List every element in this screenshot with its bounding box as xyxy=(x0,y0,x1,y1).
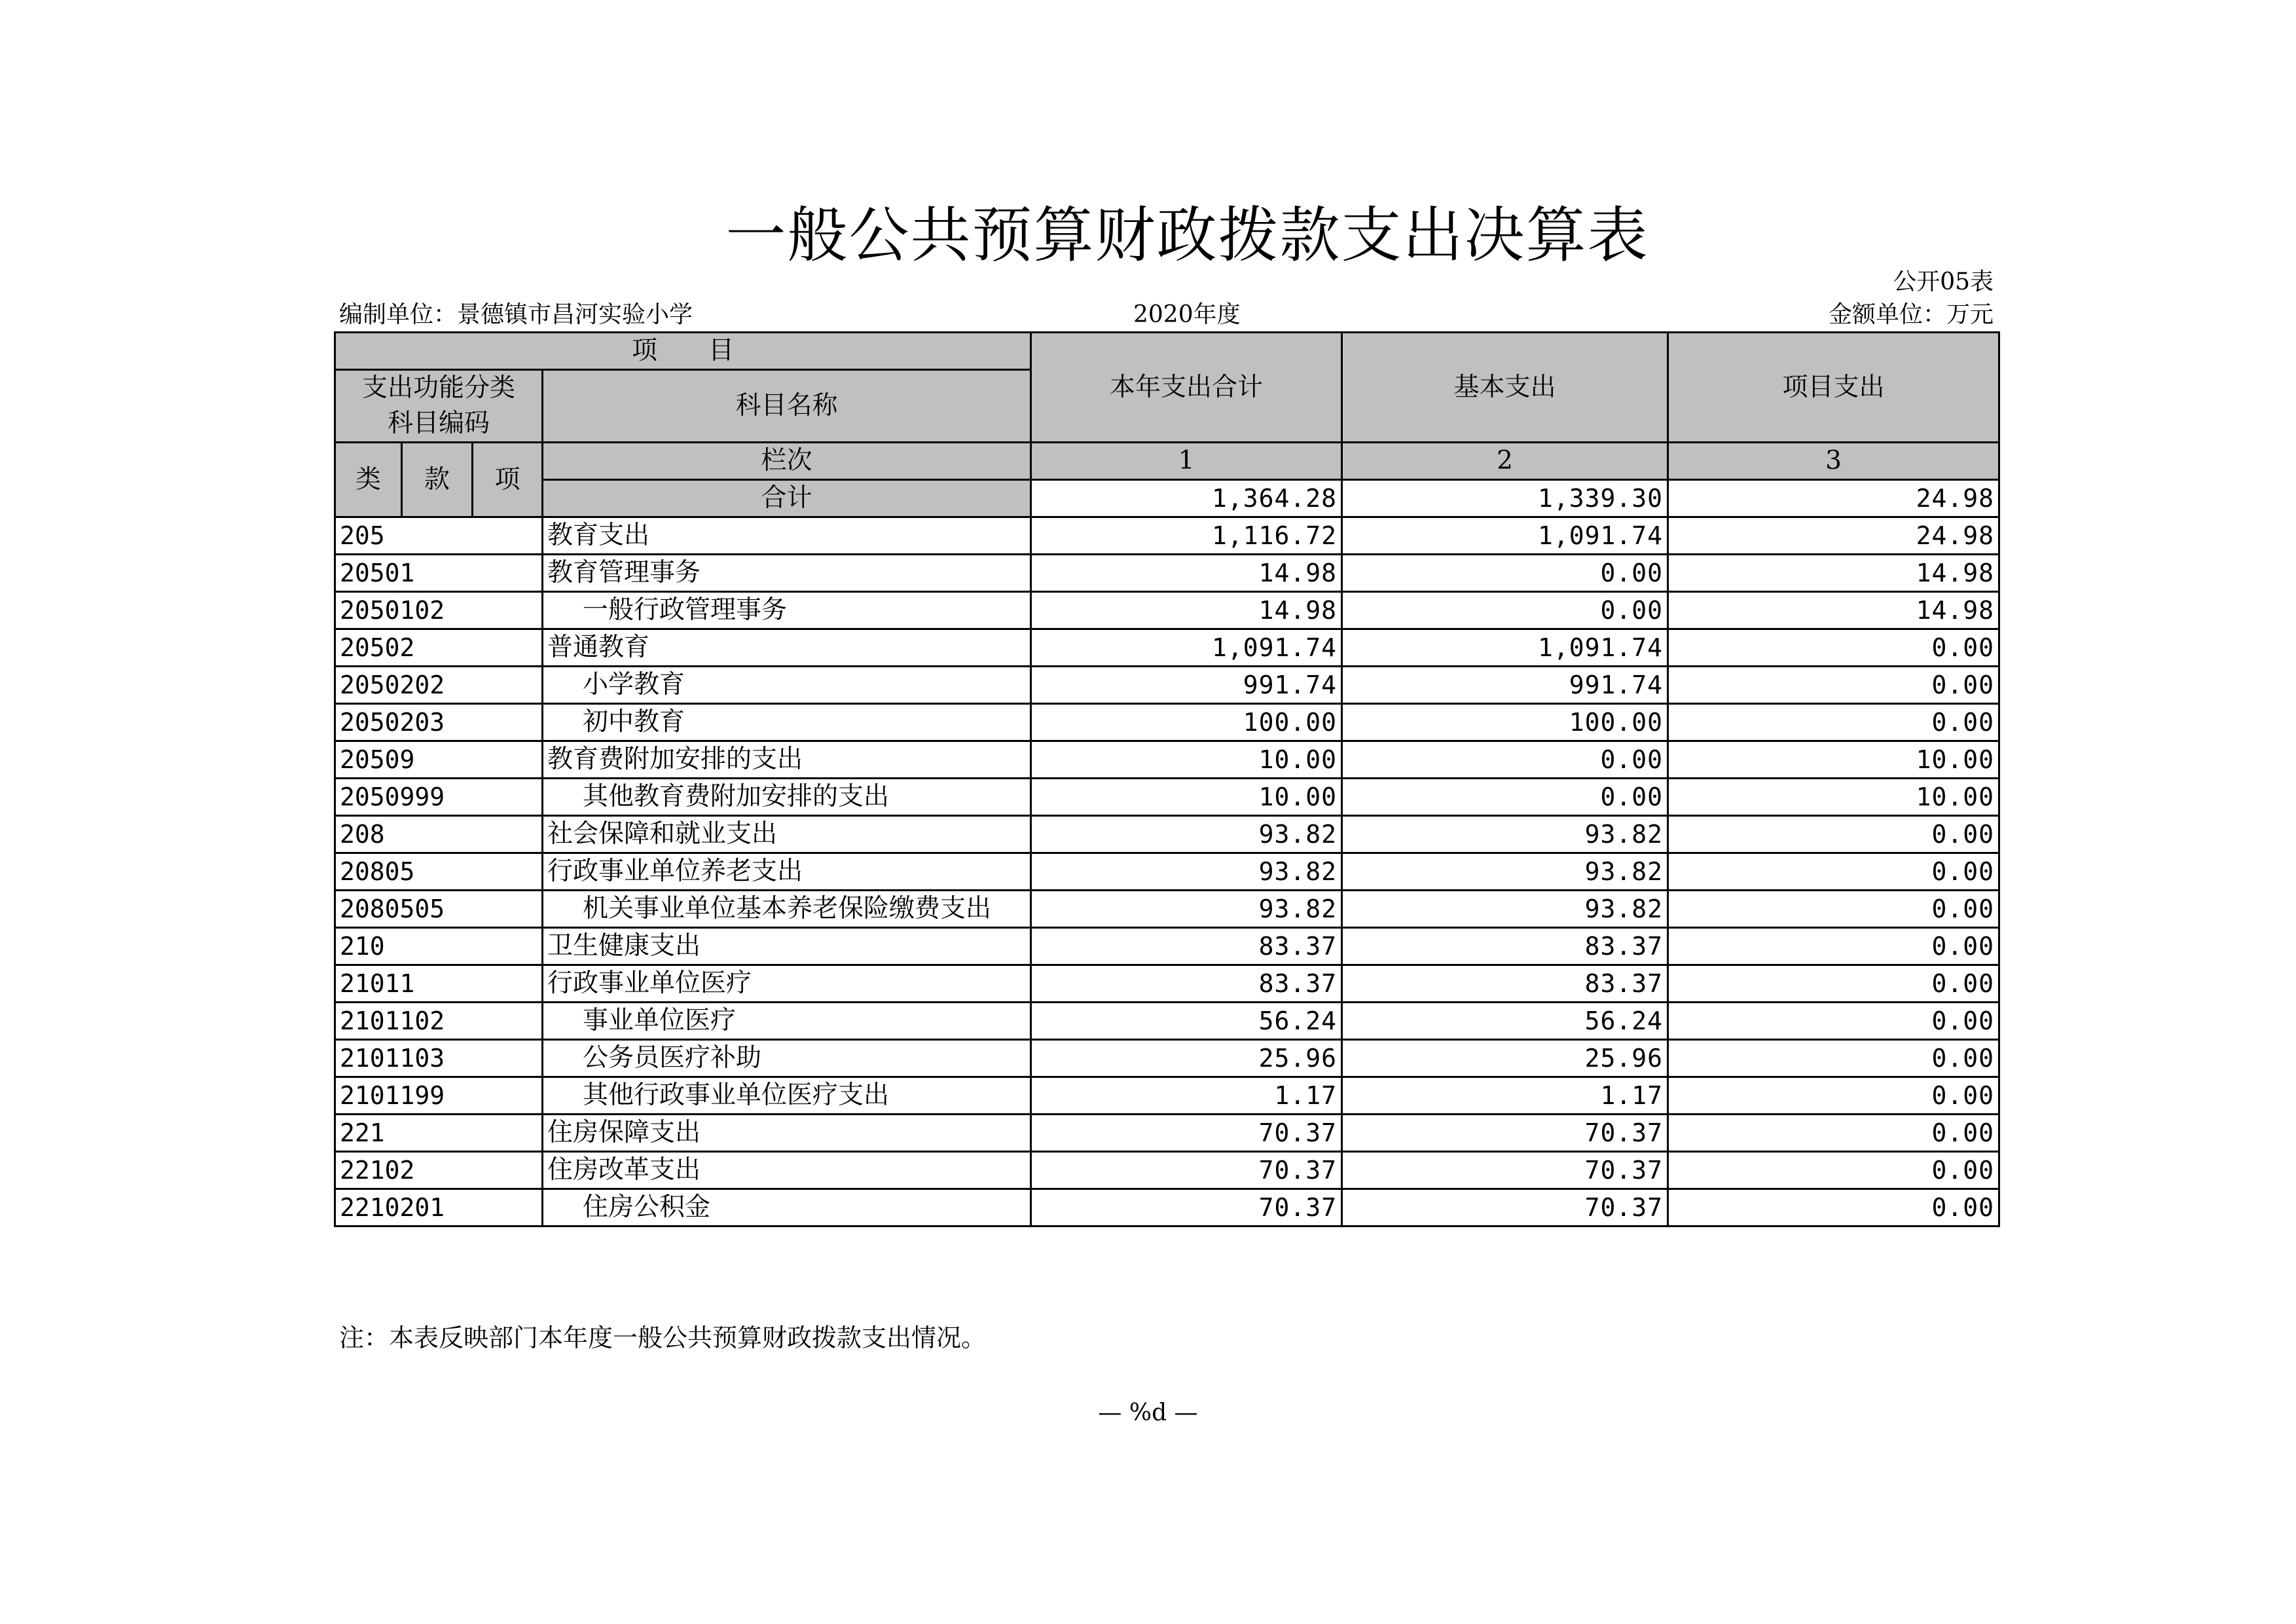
row-project: 10.00 xyxy=(1668,741,1999,779)
header-row-project xyxy=(335,333,1999,370)
row-subject-name: 教育费附加安排的支出 xyxy=(543,741,1031,779)
row-project: 14.98 xyxy=(1668,555,1999,592)
row-basic: 0.00 xyxy=(1342,741,1668,779)
row-basic: 25.96 xyxy=(1342,1040,1668,1077)
row-project: 10.00 xyxy=(1668,779,1999,816)
row-subject-name: 一般行政管理事务 xyxy=(543,592,1031,629)
class-code-line1: 支出功能分类 xyxy=(361,373,515,403)
row-basic: 83.37 xyxy=(1342,928,1668,965)
row-total: 93.82 xyxy=(1031,816,1342,853)
row-total: 25.96 xyxy=(1031,1040,1342,1077)
table-row xyxy=(335,965,1999,1003)
row-total: 70.37 xyxy=(1031,1115,1342,1152)
expenditure-table xyxy=(334,331,2000,1227)
total-project: 24.98 xyxy=(1668,480,1999,517)
row-total: 14.98 xyxy=(1031,555,1342,592)
row-total: 93.82 xyxy=(1031,891,1342,928)
row-total: 10.00 xyxy=(1031,741,1342,779)
row-project: 0.00 xyxy=(1668,891,1999,928)
row-code: 2101103 xyxy=(335,1040,543,1077)
row-subject-name: 初中教育 xyxy=(543,704,1031,741)
row-total: 14.98 xyxy=(1031,592,1342,629)
row-total: 70.37 xyxy=(1031,1152,1342,1189)
row-subject-name: 住房保障支出 xyxy=(543,1115,1031,1152)
row-basic: 0.00 xyxy=(1342,555,1668,592)
row-subject-name: 其他教育费附加安排的支出 xyxy=(543,779,1031,816)
table-row xyxy=(335,891,1999,928)
row-total: 83.37 xyxy=(1031,965,1342,1003)
row-total: 1.17 xyxy=(1031,1077,1342,1115)
table-row xyxy=(335,667,1999,704)
table-row xyxy=(335,741,1999,779)
column-index-2: 2 xyxy=(1342,443,1668,480)
row-subject-name: 公务员医疗补助 xyxy=(543,1040,1031,1077)
row-subject-name: 小学教育 xyxy=(543,667,1031,704)
row-code: 2101102 xyxy=(335,1003,543,1040)
fiscal-year: 2020年度 xyxy=(1133,301,1241,328)
project-header: 项 目 xyxy=(335,333,1031,370)
class-code-line2: 科目编码 xyxy=(387,409,490,438)
row-project: 24.98 xyxy=(1668,517,1999,555)
kuan-header: 款 xyxy=(402,443,473,517)
row-subject-name: 住房改革支出 xyxy=(543,1152,1031,1189)
row-project: 0.00 xyxy=(1668,1040,1999,1077)
subject-name-header: 科目名称 xyxy=(543,370,1031,443)
class-code-header xyxy=(335,370,543,443)
row-code: 221 xyxy=(335,1115,543,1152)
row-code: 208 xyxy=(335,816,543,853)
row-code: 20805 xyxy=(335,853,543,891)
table-row xyxy=(335,704,1999,741)
table-row xyxy=(335,1115,1999,1152)
row-total: 70.37 xyxy=(1031,1189,1342,1227)
row-basic: 991.74 xyxy=(1342,667,1668,704)
row-subject-name: 教育支出 xyxy=(543,517,1031,555)
row-project: 14.98 xyxy=(1668,592,1999,629)
row-basic: 100.00 xyxy=(1342,704,1668,741)
row-code: 2050203 xyxy=(335,704,543,741)
total-sum: 1,364.28 xyxy=(1031,480,1342,517)
basic-column-header: 基本支出 xyxy=(1342,333,1668,443)
table-row xyxy=(335,928,1999,965)
row-code: 2050202 xyxy=(335,667,543,704)
row-basic: 1,091.74 xyxy=(1342,629,1668,667)
table-row xyxy=(335,1040,1999,1077)
row-code: 22102 xyxy=(335,1152,543,1189)
row-project: 0.00 xyxy=(1668,816,1999,853)
money-unit: 金额单位：万元 xyxy=(1828,301,1994,328)
row-basic: 0.00 xyxy=(1342,779,1668,816)
row-total: 10.00 xyxy=(1031,779,1342,816)
row-subject-name: 卫生健康支出 xyxy=(543,928,1031,965)
row-project: 0.00 xyxy=(1668,853,1999,891)
table-row xyxy=(335,816,1999,853)
row-subject-name: 住房公积金 xyxy=(543,1189,1031,1227)
row-total: 93.82 xyxy=(1031,853,1342,891)
row-code: 2101199 xyxy=(335,1077,543,1115)
total-label: 合计 xyxy=(543,480,1031,517)
row-project: 0.00 xyxy=(1668,1115,1999,1152)
row-basic: 83.37 xyxy=(1342,965,1668,1003)
row-project: 0.00 xyxy=(1668,1003,1999,1040)
row-subject-name: 教育管理事务 xyxy=(543,555,1031,592)
row-code: 20501 xyxy=(335,555,543,592)
compiler-unit: 编制单位：景德镇市昌河实验小学 xyxy=(339,301,693,328)
table-row xyxy=(335,629,1999,667)
row-project: 0.00 xyxy=(1668,1077,1999,1115)
row-basic: 70.37 xyxy=(1342,1152,1668,1189)
table-row xyxy=(335,555,1999,592)
row-total: 1,091.74 xyxy=(1031,629,1342,667)
row-subject-name: 社会保障和就业支出 xyxy=(543,816,1031,853)
total-row xyxy=(335,480,1999,517)
row-basic: 56.24 xyxy=(1342,1003,1668,1040)
row-total: 83.37 xyxy=(1031,928,1342,965)
row-basic: 1.17 xyxy=(1342,1077,1668,1115)
row-basic: 93.82 xyxy=(1342,816,1668,853)
row-basic: 70.37 xyxy=(1342,1115,1668,1152)
column-index-3: 3 xyxy=(1668,443,1999,480)
row-code: 2050102 xyxy=(335,592,543,629)
row-basic: 0.00 xyxy=(1342,592,1668,629)
row-subject-name: 事业单位医疗 xyxy=(543,1003,1031,1040)
row-total: 56.24 xyxy=(1031,1003,1342,1040)
table-row xyxy=(335,853,1999,891)
row-basic: 93.82 xyxy=(1342,853,1668,891)
table-row xyxy=(335,592,1999,629)
row-code: 2210201 xyxy=(335,1189,543,1227)
row-project: 0.00 xyxy=(1668,1189,1999,1227)
total-basic: 1,339.30 xyxy=(1342,480,1668,517)
header-row-index xyxy=(335,443,1999,480)
table-row xyxy=(335,1152,1999,1189)
row-subject-name: 行政事业单位养老支出 xyxy=(543,853,1031,891)
column-index-1: 1 xyxy=(1031,443,1342,480)
table-row xyxy=(335,517,1999,555)
xiang-header: 项 xyxy=(473,443,543,517)
row-basic: 1,091.74 xyxy=(1342,517,1668,555)
row-project: 0.00 xyxy=(1668,704,1999,741)
row-project: 0.00 xyxy=(1668,965,1999,1003)
project-column-header: 项目支出 xyxy=(1668,333,1999,443)
form-code: 公开05表 xyxy=(1893,268,1994,295)
row-total: 100.00 xyxy=(1031,704,1342,741)
row-project: 0.00 xyxy=(1668,928,1999,965)
row-subject-name: 行政事业单位医疗 xyxy=(543,965,1031,1003)
row-basic: 70.37 xyxy=(1342,1189,1668,1227)
table-row xyxy=(335,1003,1999,1040)
table-note: 注：本表反映部门本年度一般公共预算财政拨款支出情况。 xyxy=(339,1323,987,1352)
row-subject-name: 机关事业单位基本养老保险缴费支出 xyxy=(543,891,1031,928)
row-code: 2080505 xyxy=(335,891,543,928)
report-title: 一般公共预算财政拨款支出决算表 xyxy=(725,200,1649,270)
row-project: 0.00 xyxy=(1668,667,1999,704)
row-subject-name: 普通教育 xyxy=(543,629,1031,667)
row-code: 210 xyxy=(335,928,543,965)
row-code: 20502 xyxy=(335,629,543,667)
lei-header: 类 xyxy=(335,443,402,517)
table-row xyxy=(335,1077,1999,1115)
row-code: 2050999 xyxy=(335,779,543,816)
row-project: 0.00 xyxy=(1668,1152,1999,1189)
row-code: 20509 xyxy=(335,741,543,779)
table-row xyxy=(335,1189,1999,1227)
row-project: 0.00 xyxy=(1668,629,1999,667)
page-number: — %d — xyxy=(1098,1399,1198,1426)
column-index-label: 栏次 xyxy=(543,443,1031,480)
row-basic: 93.82 xyxy=(1342,891,1668,928)
total-column-header: 本年支出合计 xyxy=(1031,333,1342,443)
row-subject-name: 其他行政事业单位医疗支出 xyxy=(543,1077,1031,1115)
table-row xyxy=(335,779,1999,816)
row-total: 1,116.72 xyxy=(1031,517,1342,555)
row-total: 991.74 xyxy=(1031,667,1342,704)
row-code: 205 xyxy=(335,517,543,555)
row-code: 21011 xyxy=(335,965,543,1003)
